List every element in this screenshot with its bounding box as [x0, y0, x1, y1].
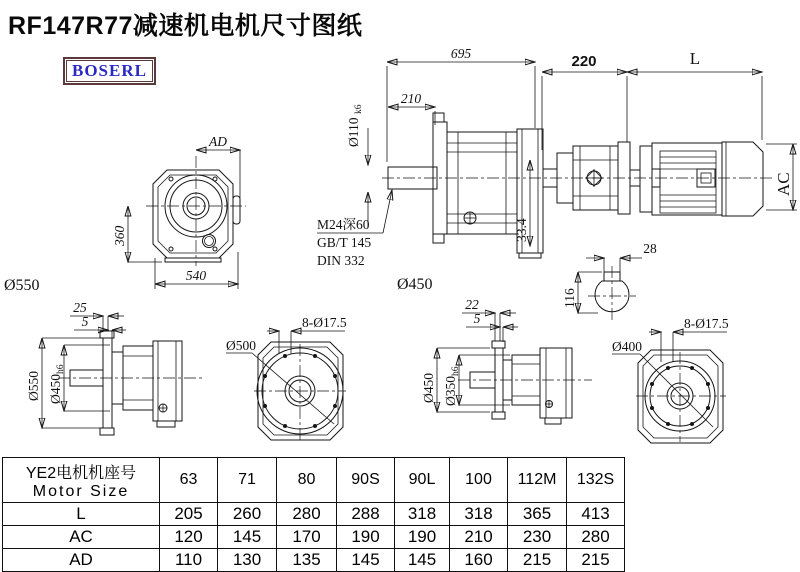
thread-note: M24深60: [317, 217, 370, 232]
cell: 160: [450, 549, 508, 572]
flange450-spigot-dia-label: Ø350: [443, 376, 458, 406]
cell: 365: [508, 503, 567, 526]
flange550-spigot-fit-label: h6: [56, 364, 66, 374]
row-label: AD: [3, 549, 160, 572]
cell: 318: [395, 503, 450, 526]
flange450-group-label: Ø450: [397, 276, 433, 293]
key-height-label: 116: [562, 288, 577, 308]
dim-360-label: 360: [112, 225, 127, 246]
shaft-diameter-label: Ø110: [346, 117, 361, 147]
cell: 280: [567, 526, 625, 549]
cell: 215: [508, 549, 567, 572]
cell: 288: [337, 503, 395, 526]
cell: 210: [450, 526, 508, 549]
cell: 260: [218, 503, 277, 526]
cell: 170: [277, 526, 337, 549]
cell: 318: [450, 503, 508, 526]
cell: 215: [567, 549, 625, 572]
dim-l-label: L: [689, 49, 701, 68]
cell: 120: [160, 526, 218, 549]
flange550-bolt-holes-label: 8-Ø17.5: [302, 315, 347, 330]
cell: 190: [395, 526, 450, 549]
row-label: L: [3, 503, 160, 526]
cell: 190: [337, 526, 395, 549]
flange-450-front-view: [612, 316, 729, 443]
page-title: RF147R77减速机电机尺寸图纸: [8, 12, 363, 40]
size-col: 90S: [337, 458, 395, 503]
dim-540-label: 540: [185, 268, 207, 283]
key-width-label: 28: [643, 241, 657, 256]
flange450-outer-dia-label: Ø450: [421, 373, 436, 403]
size-col: 100: [450, 458, 508, 503]
cell: 145: [218, 526, 277, 549]
dim-25-label: 25: [73, 300, 87, 315]
size-col: 71: [218, 458, 277, 503]
size-col: 132S: [567, 458, 625, 503]
flange450-spigot-fit-label: h6: [451, 366, 461, 376]
cell: 145: [337, 549, 395, 572]
row-label: AC: [3, 526, 160, 549]
cell: 145: [395, 549, 450, 572]
dim-5b-label: 5: [473, 311, 481, 326]
dim-334-label: 33.4: [514, 218, 529, 242]
gearbox-front-view: [4, 134, 246, 294]
size-col: 63: [160, 458, 218, 503]
flange550-bolt-circle-label: Ø500: [226, 338, 256, 353]
size-col: 80: [277, 458, 337, 503]
flange450-bolt-circle-label: Ø400: [612, 339, 642, 354]
cell: 130: [218, 549, 277, 572]
size-col: 90L: [395, 458, 450, 503]
motor-size-table: [2, 457, 625, 572]
header-en: Motor Size: [32, 482, 130, 500]
flange550-spigot-dia-label: Ø450: [48, 374, 63, 404]
dim-ad-label: AD: [209, 134, 227, 149]
cell: 280: [277, 503, 337, 526]
brand-logo-text: BOSERL: [66, 60, 153, 82]
dim-5-label: 5: [81, 314, 89, 329]
shaft-fit-label: k6: [354, 104, 364, 114]
cell: 205: [160, 503, 218, 526]
gearbox-dia550-label: Ø550: [4, 277, 40, 294]
dim-22-label: 22: [465, 297, 479, 312]
dim-220-label: 220: [571, 53, 597, 70]
flange450-bolt-holes-label: 8-Ø17.5: [684, 316, 729, 331]
header-motor-size-cell: [3, 458, 160, 503]
size-col: 112M: [508, 458, 567, 503]
table-row-l: [3, 503, 625, 526]
cell: 413: [567, 503, 625, 526]
cell: 110: [160, 549, 218, 572]
flange550-outer-dia-label: Ø550: [26, 371, 41, 401]
table-row-ac: [3, 526, 625, 549]
standard-note-gbt: GB/T 145: [317, 235, 372, 250]
dim-695-label: 695: [450, 46, 472, 61]
standard-note-din: DIN 332: [317, 253, 365, 268]
flange-550-side-view: [26, 300, 202, 435]
header-cn: YE2电机机座号: [25, 464, 137, 482]
table-header-row: [3, 458, 625, 503]
dim-ac-label: AC: [774, 172, 793, 196]
dim-210-label: 210: [400, 91, 422, 106]
cell: 230: [508, 526, 567, 549]
cell: 135: [277, 549, 337, 572]
flange-550-front-view: [226, 315, 347, 440]
table-row-ad: [3, 549, 625, 572]
reducer-motor-assembly: [317, 46, 797, 320]
